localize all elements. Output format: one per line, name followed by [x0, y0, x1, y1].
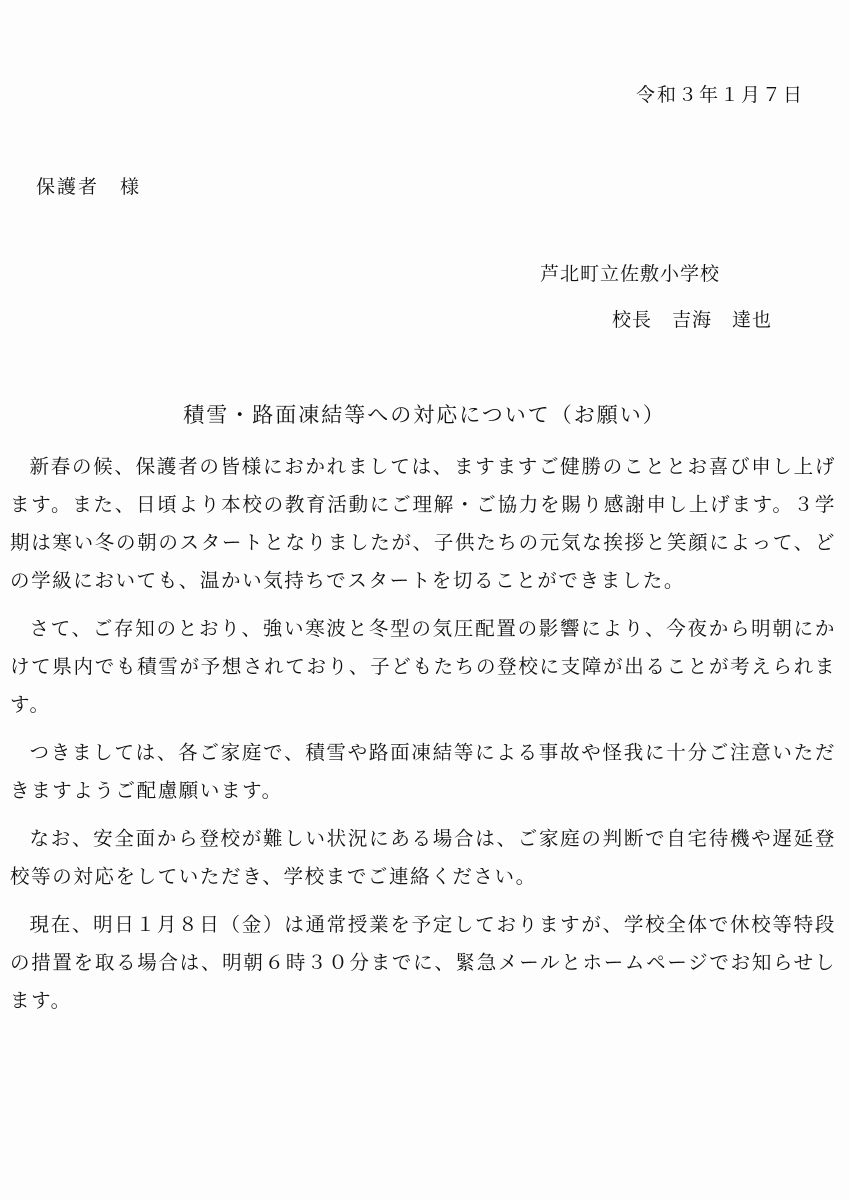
sender-principal: 校長 吉海 達也: [612, 309, 773, 331]
body-paragraph: つきましては、各ご家庭で、積雪や路面凍結等による事故や怪我に十分ご注意いただきますようご配慮願います。: [10, 741, 836, 802]
letter-title: 積雪・路面凍結等への対応について（お願い）: [183, 403, 666, 427]
body-paragraph: 現在、明日１月８日（金）は通常授業を予定しておりますが、学校全体で休校等特段の措置を取る場合は、明朝６時３０分までに、緊急メールとホームページでお知らせします。: [10, 913, 836, 1012]
body-paragraph: なお、安全面から登校が難しい状況にある場合は、ご家庭の判断で自宅待機や遅延登校等の対応をしていただき、学校までご連絡ください。: [10, 827, 836, 888]
letter-body: [10, 448, 836, 1030]
sender-school: 芦北町立佐敷小学校: [540, 263, 721, 285]
body-paragraph: さて、ご存知のとおり、強い寒波と冬型の気圧配置の影響により、今夜から明朝にかけて県内でも積雪が予想されており、子どもたちの登校に支障が出ることが考えられます。: [10, 617, 836, 716]
body-paragraph: 新春の候、保護者の皆様におかれましては、ますますご健勝のこととお喜び申し上げます。また、日頃より本校の教育活動にご理解・ご協力を賜り感謝申し上げます。３学期は寒い冬の朝のスタートとなりましたが、子供たちの元気な挨拶と笑顔によって、どの学級においても、温かい気持ちでスタートを切ることができました。: [10, 455, 836, 592]
addressee: 保護者 様: [36, 176, 142, 198]
letter-date: 令和３年１月７日: [635, 84, 804, 106]
